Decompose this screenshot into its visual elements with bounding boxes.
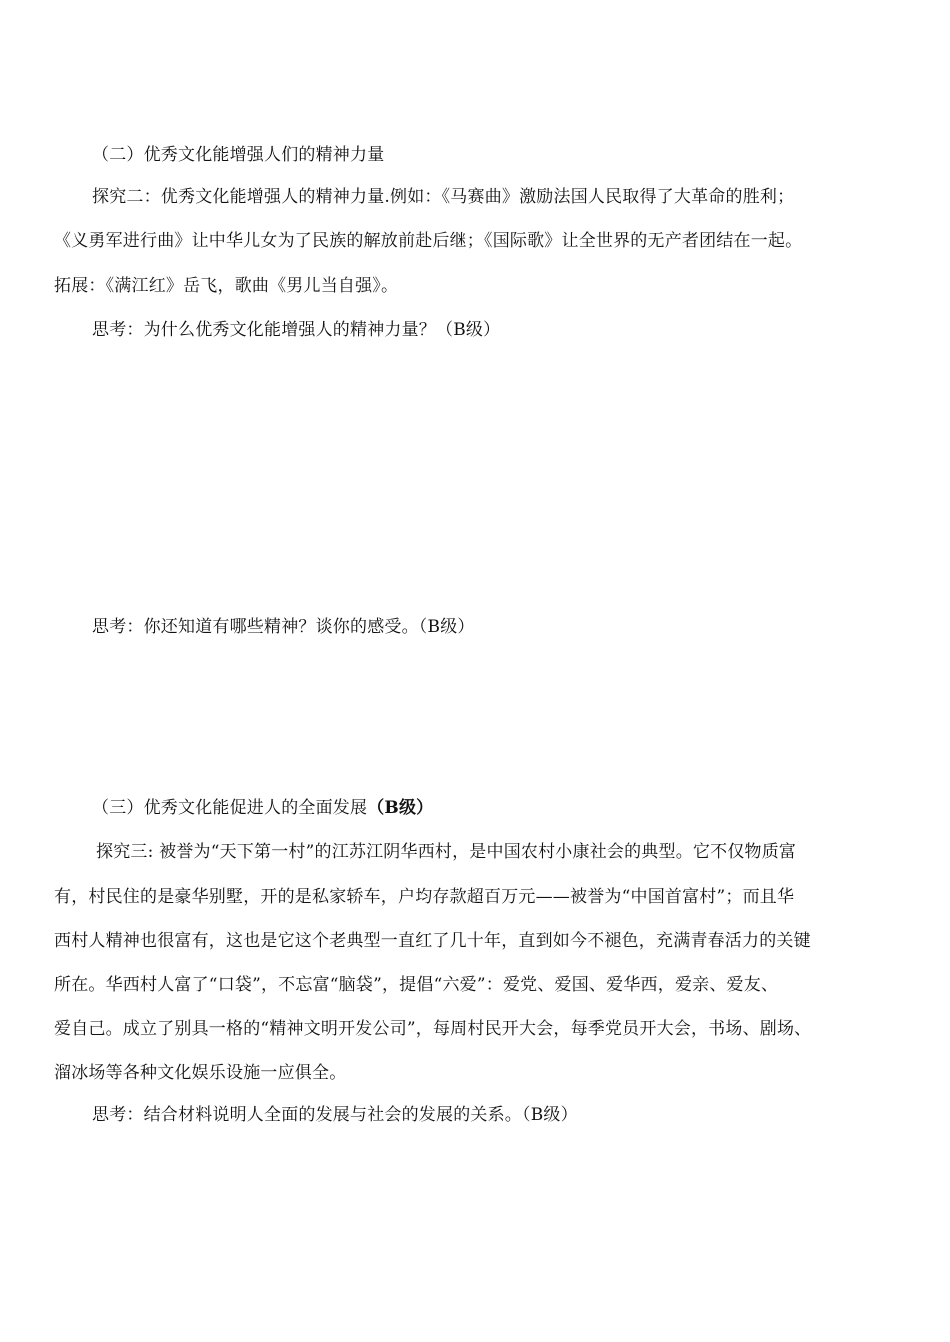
section2-think-question-2: 思考：你还知道有哪些精神？谈你的感受。（B级） xyxy=(92,617,475,637)
section3-explore-line-2: 有，村民住的是豪华别墅，开的是私家轿车，户均存款超百万元——被誉为“中国首富村”；而且华 xyxy=(54,887,795,907)
section2-explore-line-1: 探究二：优秀文化能增强人的精神力量.例如：《马赛曲》激励法国人民取得了大革命的胜利； xyxy=(92,187,795,207)
section2-heading: （二）优秀文化能增强人们的精神力量 xyxy=(92,145,385,165)
section3-explore-line-1: 探究三: 被誉为“天下第一村”的江苏江阴华西村，是中国农村小康社会的典型。它不仅物质富 xyxy=(96,842,797,862)
section2-think-question-1: 思考：为什么优秀文化能增强人的精神力量？（B级） xyxy=(92,320,501,340)
section3-heading-text: （三）优秀文化能促进人的全面发展 xyxy=(92,798,368,818)
section3-heading-level: （B级） xyxy=(367,798,434,818)
section3-heading xyxy=(92,796,904,820)
section3-explore-line-6: 溜冰场等各种文化娱乐设施一应俱全。 xyxy=(54,1063,347,1083)
section3-think-question: 思考：结合材料说明人全面的发展与社会的发展的关系。（B级） xyxy=(92,1105,578,1125)
section3-explore-line-4: 所在。华西村人富了“口袋”，不忘富“脑袋”，提倡“六爱”：爱党、爱国、爱华西，爱亲、爱友、 xyxy=(54,975,779,995)
section3-explore-line-3: 西村人精神也很富有，这也是它这个老典型一直红了几十年，直到如今不褪色，充满青春活力的关键 xyxy=(54,931,811,951)
section3-explore-line-5: 爱自己。成立了别具一格的“精神文明开发公司”，每周村民开大会，每季党员开大会，书场、剧场、 xyxy=(54,1019,812,1039)
section2-extension-line: 拓展：《满江红》岳飞，歌曲《男儿当自强》。 xyxy=(54,276,399,296)
section2-explore-line-2: 《义勇军进行曲》让中华儿女为了民族的解放前赴后继；《国际歌》让全世界的无产者团结在一起。 xyxy=(54,231,803,251)
